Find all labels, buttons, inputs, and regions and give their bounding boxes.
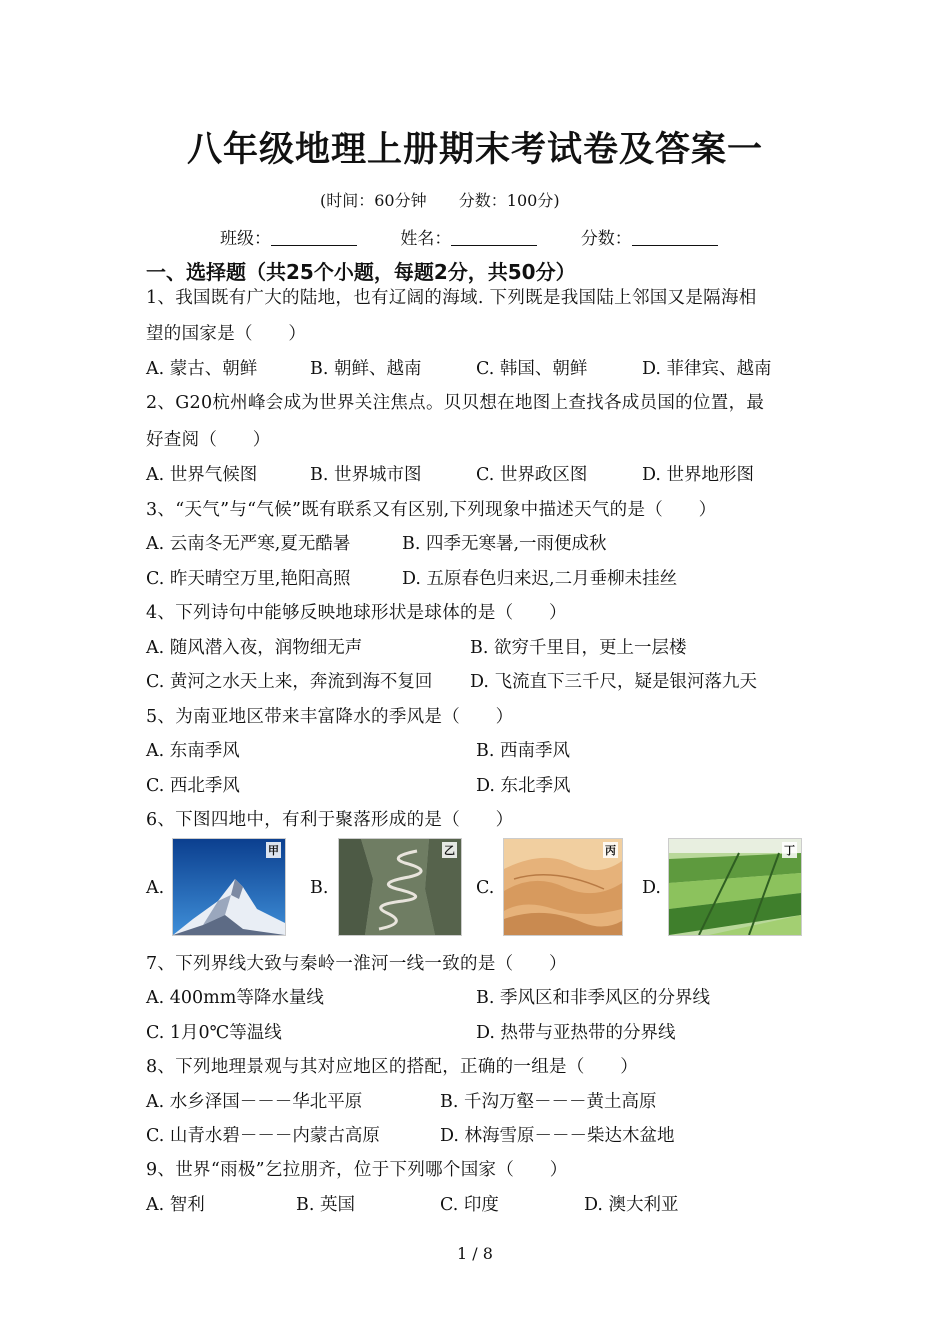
question-7-option-c: C. 1月0℃等温线 bbox=[146, 1023, 282, 1043]
class-blank bbox=[271, 231, 357, 246]
question-6-option-c: C. bbox=[476, 878, 495, 898]
question-1-line-1: 1、我国既有广大的陆地，也有辽阔的海域. 下列既是我国陆上邻国又是隔海相 bbox=[146, 288, 757, 308]
image-tag-ding: 丁 bbox=[784, 844, 795, 857]
question-7-option-a: A. 400mm等降水量线 bbox=[146, 988, 324, 1008]
class-label: 班级： bbox=[220, 229, 271, 249]
image-tag-bing: 丙 bbox=[605, 844, 616, 857]
page-number: 1 / 8 bbox=[457, 1244, 493, 1263]
question-8-option-a: A. 水乡泽国－－－华北平原 bbox=[146, 1092, 363, 1112]
question-7-option-d: D. 热带与亚热带的分界线 bbox=[476, 1023, 676, 1043]
question-9-option-a: A. 智利 bbox=[146, 1195, 205, 1215]
question-7-line-1: 7、下列界线大致与秦岭一淮河一线一致的是（ ） bbox=[146, 954, 567, 974]
name-field bbox=[400, 224, 537, 249]
question-5-option-b: B. 西南季风 bbox=[476, 741, 570, 761]
desert-image bbox=[503, 838, 623, 936]
student-info bbox=[220, 224, 756, 249]
page-title: 八年级地理上册期末考试卷及答案一 bbox=[186, 130, 763, 170]
score-label: 分数： bbox=[580, 229, 632, 249]
question-2-line-1: 2、G20杭州峰会成为世界关注焦点。贝贝想在地图上查找各成员国的位置，最 bbox=[146, 393, 765, 413]
total-score-info: 分数：100分) bbox=[458, 191, 560, 210]
question-2-option-d: D. 世界地形图 bbox=[642, 465, 755, 485]
question-4-option-c: C. 黄河之水天上来，奔流到海不复回 bbox=[146, 672, 433, 692]
question-6-option-a: A. bbox=[146, 878, 165, 898]
image-tag-yi: 乙 bbox=[444, 844, 455, 857]
question-6-line-1: 6、下图四地中，有利于聚落形成的是（ ） bbox=[146, 810, 514, 830]
question-8-option-d: D. 林海雪原－－－柴达木盆地 bbox=[440, 1126, 675, 1146]
time-info: (时间：60分钟 bbox=[320, 191, 427, 210]
question-8-line-1: 8、下列地理景观与其对应地区的搭配，正确的一组是（ ） bbox=[146, 1057, 639, 1077]
question-7-option-b: B. 季风区和非季风区的分界线 bbox=[476, 988, 710, 1008]
score-field bbox=[581, 224, 718, 249]
question-1-option-d: D. 菲律宾、越南 bbox=[642, 359, 772, 379]
question-3-option-b: B. 四季无寒暑,一雨便成秋 bbox=[402, 534, 607, 554]
question-1-line-2: 望的国家是（ ） bbox=[146, 324, 307, 344]
question-2-option-b: B. 世界城市图 bbox=[310, 465, 422, 485]
question-2-option-a: A. 世界气候图 bbox=[146, 465, 258, 485]
question-1-option-a: A. 蒙古、朝鲜 bbox=[146, 359, 258, 379]
question-3-option-c: C. 昨天晴空万里,艳阳高照 bbox=[146, 569, 351, 589]
question-4-line-1: 4、下列诗句中能够反映地球形状是球体的是（ ） bbox=[146, 603, 567, 623]
question-6-option-b: B. bbox=[310, 878, 329, 898]
question-4-option-b: B. 欲穷千里目，更上一层楼 bbox=[470, 638, 687, 658]
section-heading: 一、选择题（共25个小题，每题2分，共50分） bbox=[146, 260, 576, 284]
question-9-option-b: B. 英国 bbox=[296, 1195, 355, 1215]
question-5-option-c: C. 西北季风 bbox=[146, 776, 240, 796]
name-blank bbox=[451, 231, 537, 246]
question-1-option-b: B. 朝鲜、越南 bbox=[310, 359, 422, 379]
question-9-option-c: C. 印度 bbox=[440, 1195, 499, 1215]
question-3-option-a: A. 云南冬无严寒,夏无酷暑 bbox=[146, 534, 351, 554]
mountain-road-image bbox=[338, 838, 462, 936]
question-4-option-d: D. 飞流直下三千尺，疑是银河落九天 bbox=[470, 672, 758, 692]
question-2-line-2: 好查阅（ ） bbox=[146, 430, 271, 450]
question-3-line-1: 3、“天气”与“气候”既有联系又有区别,下列现象中描述天气的是（ ） bbox=[146, 500, 717, 520]
score-blank bbox=[632, 231, 718, 246]
question-9-option-d: D. 澳大利亚 bbox=[584, 1195, 679, 1215]
question-2-option-c: C. 世界政区图 bbox=[476, 465, 588, 485]
question-5-line-1: 5、为南亚地区带来丰富降水的季风是（ ） bbox=[146, 707, 514, 727]
name-label: 姓名： bbox=[400, 229, 452, 249]
question-1-option-c: C. 韩国、朝鲜 bbox=[476, 359, 588, 379]
question-5-option-d: D. 东北季风 bbox=[476, 776, 571, 796]
question-3-option-d: D. 五原春色归来迟,二月垂柳未挂丝 bbox=[402, 569, 678, 589]
question-8-option-b: B. 千沟万壑－－－黄土高原 bbox=[440, 1092, 657, 1112]
question-4-option-a: A. 随风潜入夜，润物细无声 bbox=[146, 638, 363, 658]
image-tag-jia: 甲 bbox=[268, 844, 279, 857]
question-5-option-a: A. 东南季风 bbox=[146, 741, 240, 761]
question-6-option-d: D. bbox=[642, 878, 661, 898]
question-9-line-1: 9、世界“雨极”乞拉朋齐，位于下列哪个国家（ ） bbox=[146, 1160, 568, 1180]
snowy-mountain-image bbox=[172, 838, 286, 936]
question-8-option-c: C. 山青水碧－－－内蒙古高原 bbox=[146, 1126, 380, 1146]
exam-meta bbox=[320, 188, 560, 211]
class-field bbox=[220, 224, 357, 249]
farmland-image bbox=[668, 838, 802, 936]
